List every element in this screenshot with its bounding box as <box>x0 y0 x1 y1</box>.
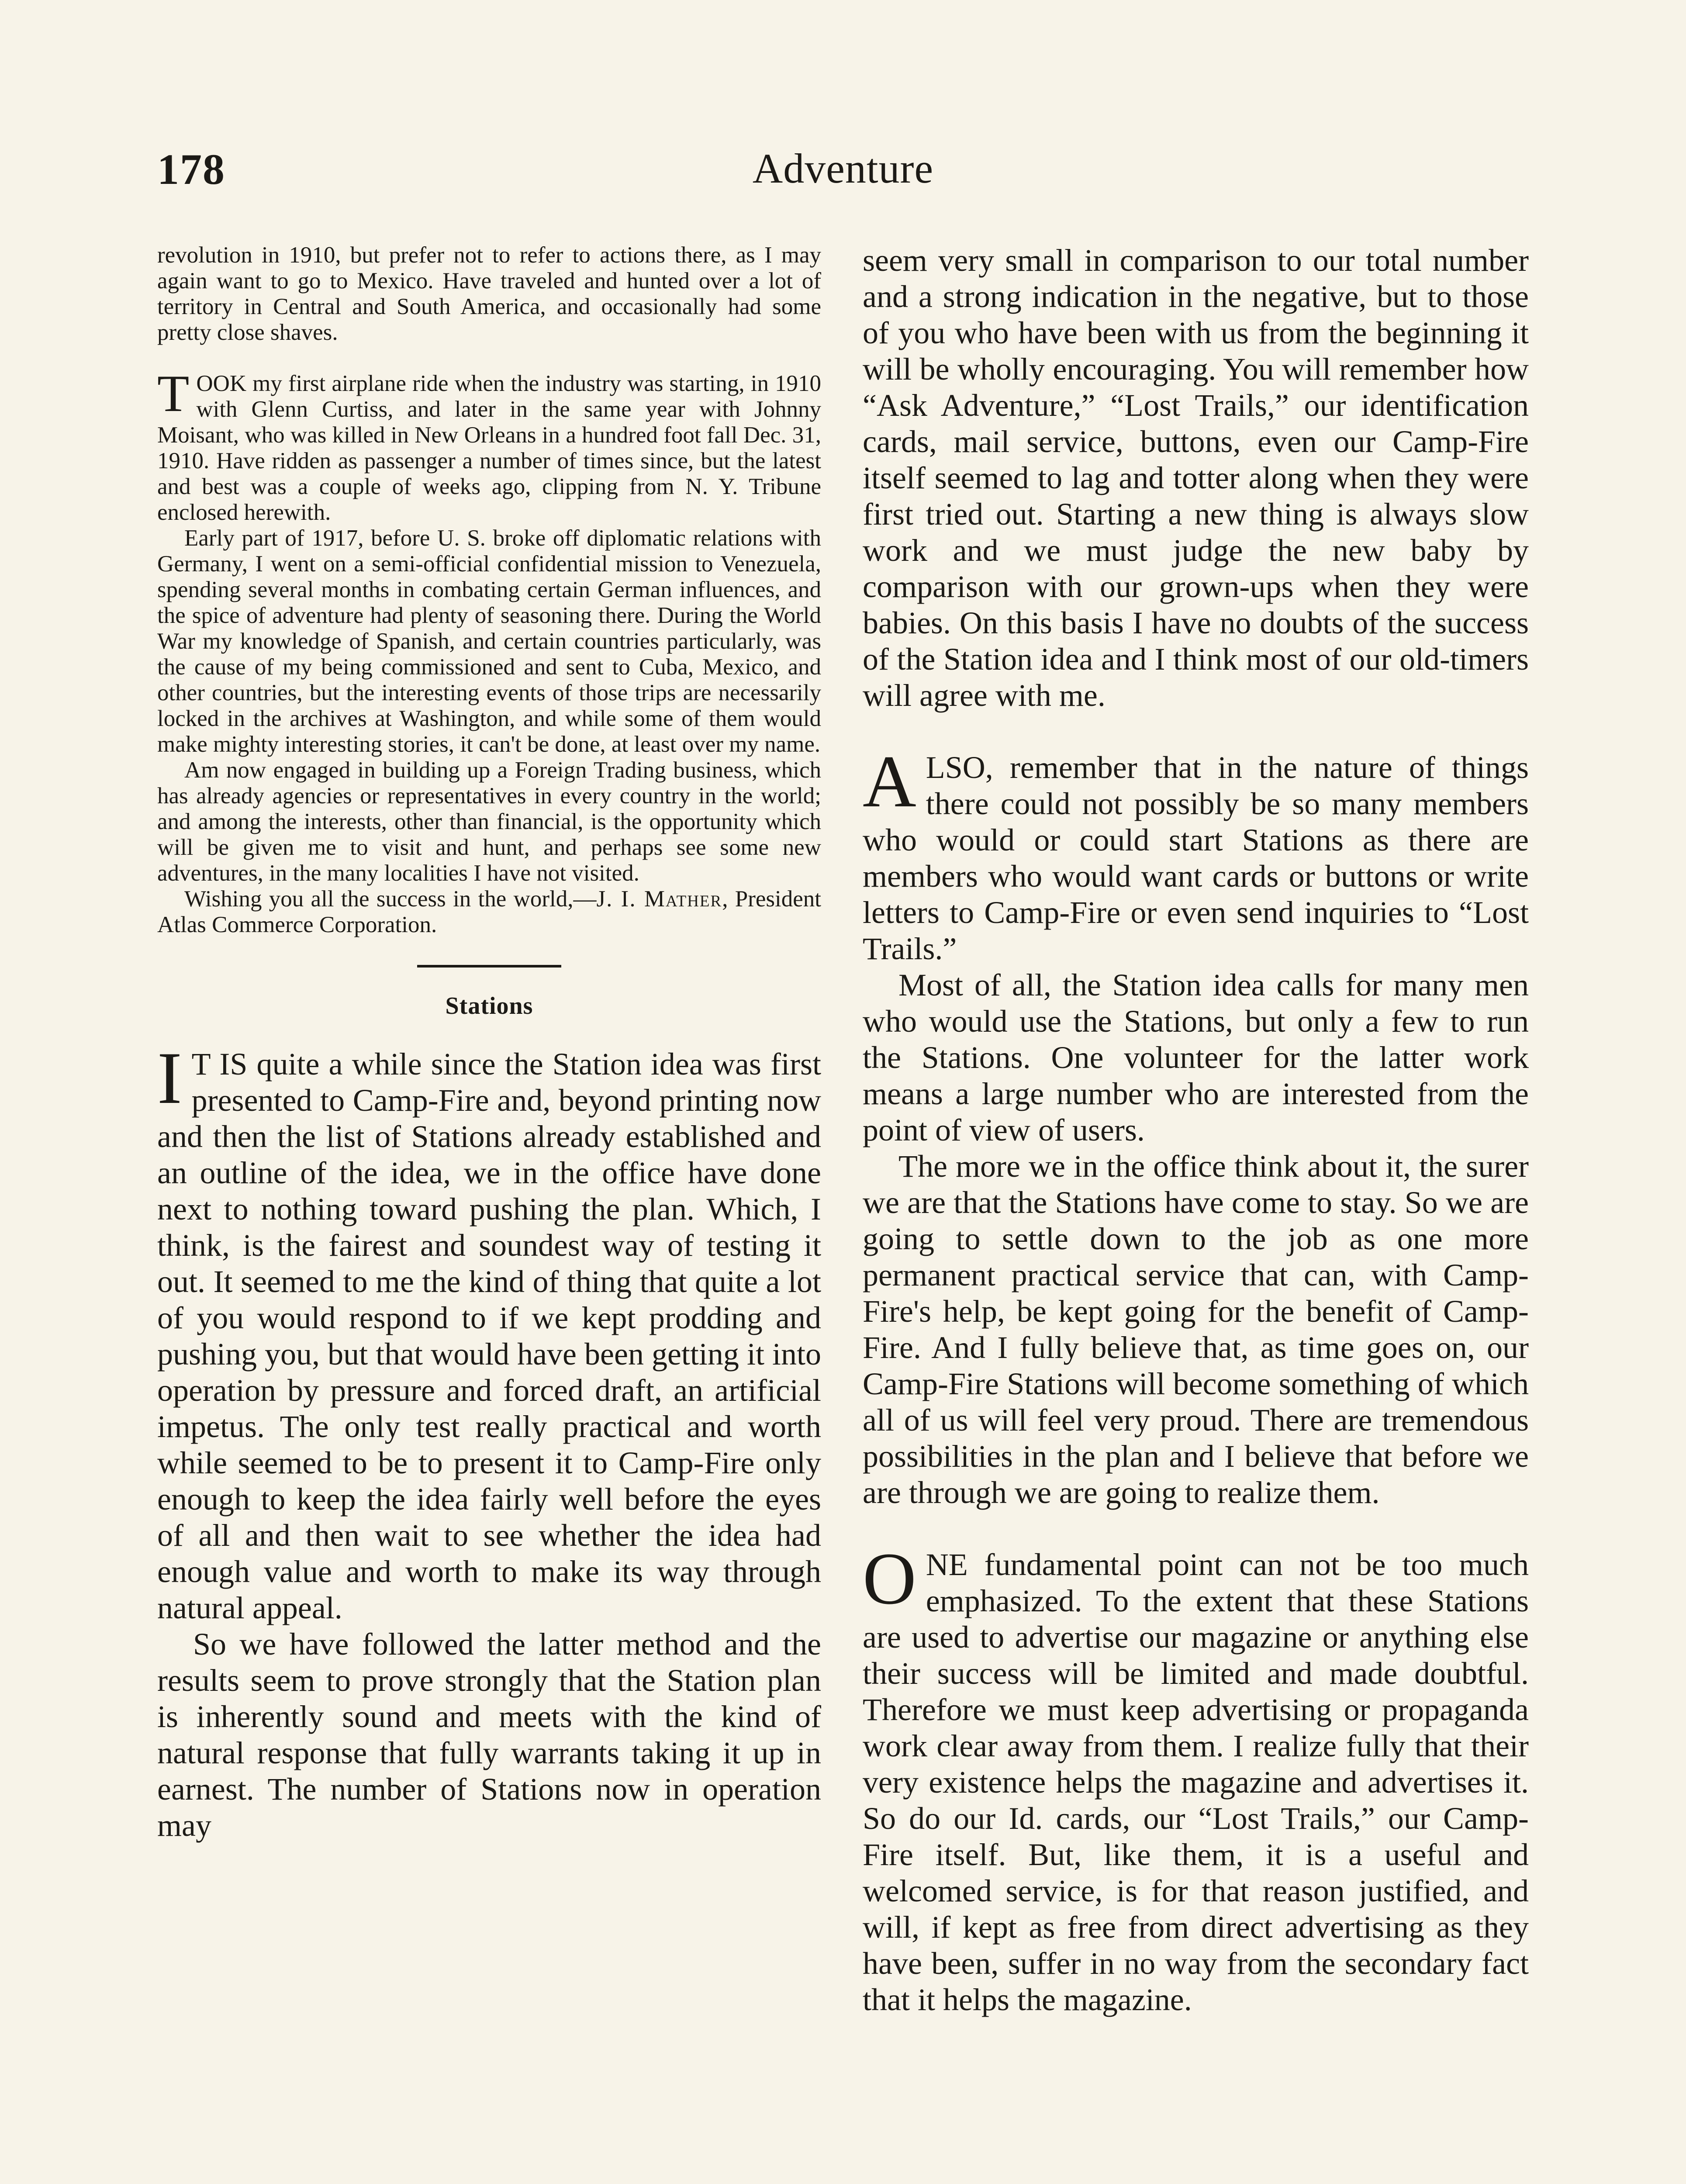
drop-cap: T <box>157 364 190 422</box>
article-paragraph: So we have followed the latter method and the results seem to prove strongly that the Station plan is inherently sound and meets with the kind of natural response that fully warrants taking it up in earnest. The number of Stations now in operation may <box>157 1627 821 1843</box>
drop-cap: O <box>863 1538 916 1620</box>
page-header <box>157 144 1529 210</box>
section-heading: Stations <box>445 992 533 1019</box>
article-paragraph: ALSO, remember that in the nature of things there could not possibly be so many members who would or could start Stations as there are members who would want cards or buttons or write letters to Camp-Fire or even send inquiries to “Lost Trails.” <box>863 740 1529 966</box>
letter-paragraph: Early part of 1917, before U. S. broke off diplomatic relations with Germany, I went on a semi-official confidential mission to Venezuela, spending several months in combating certain German influences, and the spice of adventure had plenty of seasoning there. During the World War my knowledge of Spanish, and certain countries particularly, was the cause of my being commissioned and sent to Cuba, Mexico, and other countries, but the interesting events of those trips are necessarily locked in the archives at Washington, and while some of them would make mighty interesting stories, it can't be done, at least over my name. <box>157 525 821 757</box>
left-column <box>157 242 821 1844</box>
letter-paragraph: TOOK my first airplane ride when the industry was starting, in 1910 with Glenn Curtiss, and later in the same year with Johnny Moisant, who was killed in New Orleans in a hundred foot fall Dec. 31, 1910. Have ridden as passenger a number of times since, but the latest and best was a couple of weeks ago, clipping from N. Y. Tribune enclosed herewith. <box>157 364 821 525</box>
article-paragraph: I T IS quite a while since the Station idea was first presented to Camp-Fire and, beyond printing now and then the list of Stations already established and an outline of the idea, we in the office have done next to nothing toward pushing the plan. Which, I think, is the fairest and soundest way of testing it out. It seemed to me the kind of thing that quite a lot of you would respond to if we kept prodding and pushing you, but that would have been getting it into operation by pressure and forced draft, an artificial impetus. The only test really practical and worth while seemed to be to present it to Camp-Fire only enough to keep the idea fairly well before the eyes of all and then wait to see whether the idea had enough value and worth to make its way through natural appeal. <box>157 1037 821 1625</box>
drop-cap: A <box>863 740 916 822</box>
letter-signoff: Wishing you all the success in the world,—J. I. Mather, President Atlas Commerce Corporation. <box>157 886 822 937</box>
letter-block <box>157 242 821 938</box>
signature-name: J. I. Mather <box>596 886 722 912</box>
right-column <box>863 242 1529 2018</box>
section-divider <box>417 965 561 970</box>
article-paragraph: ONE fundamental point can not be too much emphasized. To the extent that these Stations are used to advertise our magazine or anything else their success will be limited and made doubtful. Therefore we must keep advertising or propaganda work clear away from them. I realize fully that their very existence helps the magazine and advertises it. So do our Id. cards, our “Lost Trails,” our Camp-Fire itself. But, like them, it is a useful and welcomed service, is for that reason justified, and will, if kept as free from direct advertising as they have been, suffer in no way from the secondary fact that it helps the magazine. <box>863 1538 1529 2017</box>
article-paragraph: seem very small in comparison to our total number and a strong indication in the negative, but to those of you who have been with us from the beginning it will be wholly encouraging. You will remember how “Ask Adventure,” “Lost Trails,” our identification cards, mail service, buttons, even our Camp-Fire itself seemed to lag and totter along when they were first tried out. Starting a new thing is always slow work and we must judge the new baby by comparison with our grown-ups when they were babies. On this basis I have no doubts of the success of the Station idea and I think most of our old-timers will agree with me. <box>863 243 1529 713</box>
running-title: Adventure <box>752 145 934 192</box>
letter-paragraph: Am now engaged in building up a Foreign Trading business, which has already agencies or representatives in every country in the world; and among the interests, other than financial, is the opportunity which will be given me to visit and hunt, and perhaps see some new adventures, in the many localities I have not visited. <box>157 757 821 886</box>
page-number: 178 <box>157 145 225 194</box>
drop-cap: I <box>157 1037 182 1119</box>
stations-article-right <box>863 242 1529 2018</box>
article-paragraph: The more we in the office think about it, the surer we are that the Stations have come to stay. So we are going to settle down to the job as one more permanent practical service that can, with Camp-Fire's help, be kept going for the benefit of Camp-Fire. And I fully believe that, as time goes on, our Camp-Fire Stations will become something of which all of us will feel very proud. There are tremendous possibilities in the plan and I believe that before we are through we are going to realize them. <box>863 1149 1529 1510</box>
letter-paragraph: revolution in 1910, but prefer not to refer to actions there, as I may again want to go to Mexico. Have traveled and hunted over a lot of territory in Central and South America, and occasionally had some pretty close shaves. <box>157 242 821 345</box>
stations-article-left <box>157 1037 821 1844</box>
article-paragraph: Most of all, the Station idea calls for many men who would use the Stations, but only a few to run the Stations. One volunteer for the latter work means a large number who are interested from the point of view of users. <box>863 968 1529 1147</box>
